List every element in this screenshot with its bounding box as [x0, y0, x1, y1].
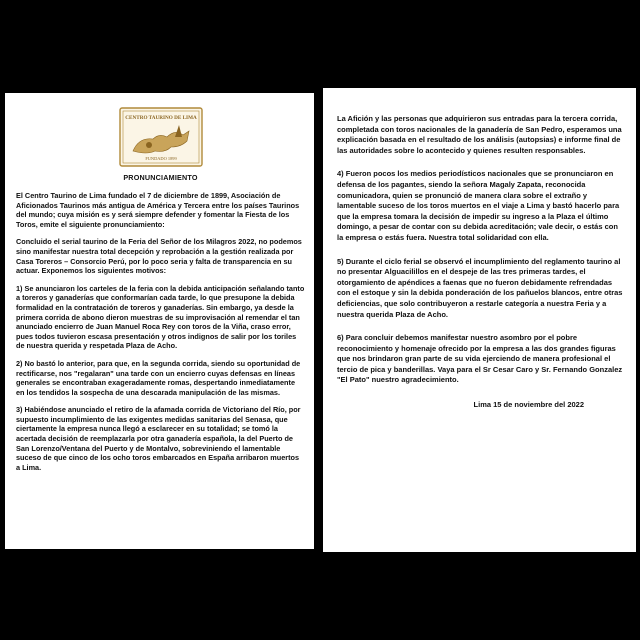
document-page-right — [323, 88, 636, 552]
aficion-paragraph: La Afición y las personas que adquirieron sus entradas para la tercera corrida, completada con toros nacionales de la ganadería de San Pedro, esperamos una explicación basada en el resultado de los análisis (autopsias) e informe final de las autoridades sobre lo acontecido y quienes resulten responsables. — [337, 114, 622, 155]
point-2-paragraph: 2) No bastó lo anterior, para que, en la segunda corrida, siendo su oportunidad de rectificarse, nos "regalaran" una tarde con un encierro cuyas defensas en líneas generales se encontraban exageradamente romas, despertando inmediatamente en los tendidos la sospecha de una descarada manipulación de las mismas. — [16, 358, 301, 397]
document-date: Lima 15 de noviembre del 2022 — [473, 400, 584, 410]
document-page-left — [5, 93, 314, 549]
point-1-paragraph: 1) Se anunciaron los carteles de la feria con la debida anticipación señalando tanto a toreros y ganaderías que conformarían cada tarde, lo que presupone la debida formalidad en la contratación de toreros y ganaderías. Sin embargo, ya desde la primera corrida de abono dieron muestras de su improvisación al remendar el tan anunciado encierro de Juan Manuel Roca Rey con toros de la Viña, craso error, pues todos tuvieron escasa presentación y otros indignos de salir por los toriles de nuestra querida y respetada Plaza de Acho. — [16, 283, 305, 351]
point-3-paragraph: 3) Habiéndose anunciado el retiro de la afamada corrida de Victoriano del Río, por supuesto incumplimiento de las exigentes medidas sanitarias del Senasa, que ciertamente la empresa nunca llegó a esclarecer en su totalidad; se tomó la acertada decisión de reemplazarla por otra ganadería española, la del Puerto de San Lorenzo/Ventana del Puerto y de Montalvo, sobreviniendo el lamentable suceso de que cinco de los ocho toros embarcados en España arribaron muertos a Lima. — [16, 405, 301, 472]
summary-paragraph: Concluido el serial taurino de la Feria del Señor de los Milagros 2022, no podemos sino manifestar nuestra total decepción y reprobación a la gestión realizada por Casa Toreros – Consorcio Perú, por lo poco seria y falta de transparencia en su actuar. Exponemos los siguientes motivos: — [16, 237, 302, 276]
point-5-paragraph: 5) Durante el ciclo ferial se observó el incumplimiento del reglamento taurino al no presentar Alguacilillos en el despeje de las tres primeras tardes, el otorgamiento de apéndices a faenas que no fueron debidamente refrendadas con el estoque y sin la debida ponderación de los pañuelos blancos, entre otras deficiencias, que solo contribuyeron a restarle categoría a nuestra Feria y a nuestra querida Plaza de Acho. — [337, 256, 623, 319]
point-4-paragraph: 4) Fueron pocos los medios periodísticos nacionales que se pronunciaron en defensa de los pagantes, siendo la señora Magaly Zapata, reconocida comunicadora, quien se pronunció de manera clara sobre el extraño y lamentable suceso de los toros muertos en el viaje a Lima y bastó hacerlo para que la empresa tomara la decisión de impedir su ingreso a la Plaza el último domingo, a pesar de contar con su debida acreditación; vale decir, o estás con la empresa o estás fuera. Nuestra total solidaridad con ella. — [337, 169, 620, 242]
point-6-paragraph: 6) Para concluir debemos manifestar nuestro asombro por el pobre reconocimiento y homenaje ofrecido por la empresa a las dos grandes figuras que nos brindaron gran parte de su vida ejerciendo de manera profesional el tercio de pica y banderillas. Vaya para el Sr Cesar Caro y Sr. Fernando Gonzalez "El Pato" nuestro agradecimiento. — [337, 333, 623, 385]
intro-paragraph: El Centro Taurino de Lima fundado el 7 de diciembre de 1899, Asociación de Aficionados Taurinos más antigua de América y Tercera entre los países Taurinos del mundo; cuya misión es y será siempre defender y fomentar la Fiesta de los Toros, emite el siguiente pronunciamiento: — [16, 191, 300, 229]
centro-taurino-seal-logo — [119, 107, 203, 167]
seal-bottom-text: FUNDADO 1899 — [144, 156, 177, 161]
seal-top-text: CENTRO TAURINO DE LIMA — [124, 115, 197, 121]
document-title: PRONUNCIAMIENTO — [123, 173, 198, 182]
